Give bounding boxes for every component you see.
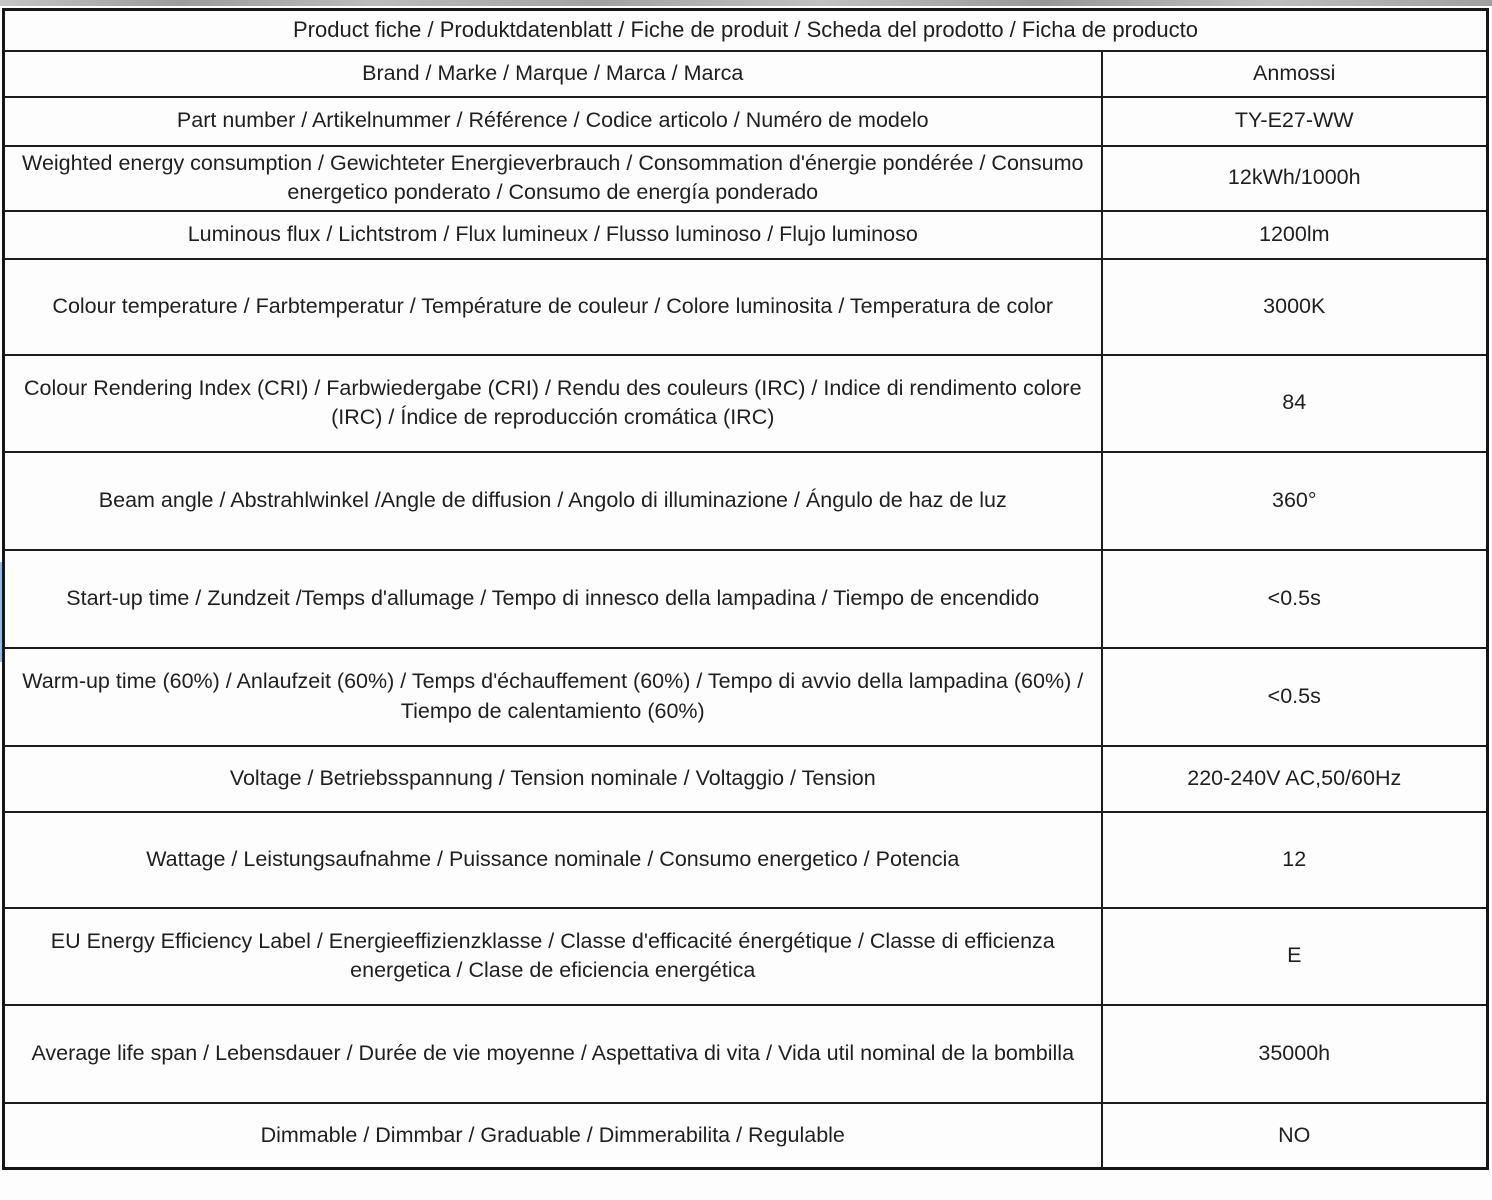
spec-value: 12kWh/1000h [1102, 146, 1488, 211]
spec-label: Beam angle / Abstrahlwinkel /Angle de diffusion / Angolo di illuminazione / Ángulo de haz de luz [4, 452, 1102, 550]
spec-value: E [1102, 908, 1488, 1005]
spec-label: Luminous flux / Lichtstrom / Flux lumineux / Flusso luminoso / Flujo luminoso [4, 211, 1102, 259]
spec-row-brand [4, 51, 1488, 97]
spec-label: Colour Rendering Index (CRI) / Farbwiedergabe (CRI) / Rendu des couleurs (IRC) / Indice di rendimento colore (IRC) / Índice de reproducción cromática (IRC) [4, 355, 1102, 452]
scan-artifact-top-strip [0, 0, 1492, 6]
spec-value: 1200lm [1102, 211, 1488, 259]
spec-value: 360° [1102, 452, 1488, 550]
spec-row-part-number [4, 97, 1488, 146]
spec-label: Brand / Marke / Marque / Marca / Marca [4, 51, 1102, 97]
spec-row-luminous-flux [4, 211, 1488, 259]
spec-value: <0.5s [1102, 550, 1488, 648]
spec-value: Anmossi [1102, 51, 1488, 97]
spec-label: Colour temperature / Farbtemperatur / Température de couleur / Colore luminosita / Temperatura de color [4, 259, 1102, 355]
table-title: Product fiche / Produktdatenblatt / Fiche de produit / Scheda del prodotto / Ficha de producto [4, 10, 1488, 51]
product-fiche-table [2, 8, 1489, 1170]
spec-row-voltage [4, 746, 1488, 812]
spec-row-average-life-span [4, 1005, 1488, 1103]
spec-row-eu-energy-efficiency-label [4, 908, 1488, 1005]
spec-value: TY-E27-WW [1102, 97, 1488, 146]
spec-label: Start-up time / Zundzeit /Temps d'allumage / Tempo di innesco della lampadina / Tiempo de encendido [4, 550, 1102, 648]
spec-label: Wattage / Leistungsaufnahme / Puissance nominale / Consumo energetico / Potencia [4, 812, 1102, 908]
spec-row-beam-angle [4, 452, 1488, 550]
spec-label: Weighted energy consumption / Gewichteter Energieverbrauch / Consommation d'énergie pondérée / Consumo energetico ponderato / Consumo de energía ponderado [4, 146, 1102, 211]
spec-value: 3000K [1102, 259, 1488, 355]
spec-label: Average life span / Lebensdauer / Durée de vie moyenne / Aspettativa di vita / Vida util nominal de la bombilla [4, 1005, 1102, 1103]
spec-label: Warm-up time (60%) / Anlaufzeit (60%) / Temps d'échauffement (60%) / Tempo di avvio della lampadina (60%) / Tiempo de calentamiento (60%) [4, 648, 1102, 746]
spec-value: 12 [1102, 812, 1488, 908]
spec-row-wattage [4, 812, 1488, 908]
spec-row-dimmable [4, 1103, 1488, 1169]
spec-value: 84 [1102, 355, 1488, 452]
spec-value: <0.5s [1102, 648, 1488, 746]
table-title-row [4, 10, 1488, 51]
spec-row-start-up-time [4, 550, 1488, 648]
spec-label: Part number / Artikelnummer / Référence / Codice articolo / Numéro de modelo [4, 97, 1102, 146]
spec-row-weighted-energy-consumption [4, 146, 1488, 211]
spec-label: EU Energy Efficiency Label / Energieeffizienzklasse / Classe d'efficacité énergétique / Classe di efficienza energetica / Clase de eficiencia energética [4, 908, 1102, 1005]
spec-row-colour-rendering-index [4, 355, 1488, 452]
spec-row-warm-up-time [4, 648, 1488, 746]
spec-value: NO [1102, 1103, 1488, 1169]
spec-label: Voltage / Betriebsspannung / Tension nominale / Voltaggio / Tension [4, 746, 1102, 812]
spec-value: 220-240V AC,50/60Hz [1102, 746, 1488, 812]
spec-value: 35000h [1102, 1005, 1488, 1103]
spec-row-colour-temperature [4, 259, 1488, 355]
spec-label: Dimmable / Dimmbar / Graduable / Dimmerabilita / Regulable [4, 1103, 1102, 1169]
